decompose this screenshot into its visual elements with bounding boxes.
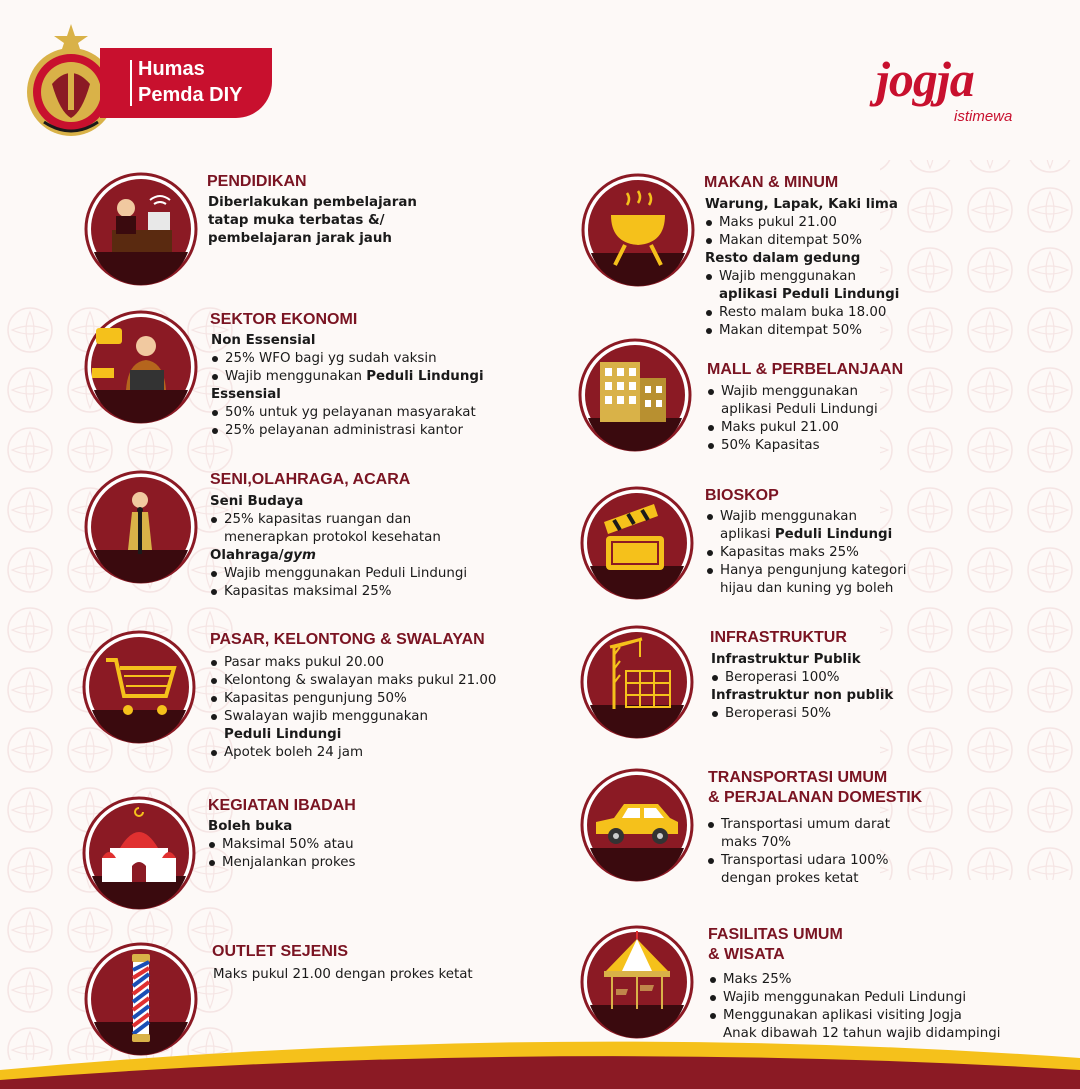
- makan-bullet-4: Resto malam buka 18.00: [705, 304, 899, 322]
- fasilitas-title: [708, 925, 843, 965]
- ekonomi-bullet-2-text: Wajib menggunakan: [225, 369, 367, 384]
- pendidikan-body: [208, 194, 417, 248]
- mall-bullet-1-cont: aplikasi Peduli Lindungi: [721, 402, 878, 417]
- infra-body: [711, 651, 893, 723]
- infra-sub-non-publik: Infrastruktur non publik: [711, 688, 894, 703]
- fasilitas-bullet-2: Wajib menggunakan Peduli Lindungi: [709, 989, 1000, 1007]
- makan-title: MAKAN & MINUM: [704, 174, 839, 191]
- makan-sub-resto: Resto dalam gedung: [705, 251, 861, 266]
- ibadah-title: KEGIATAN IBADAH: [208, 797, 356, 814]
- ekonomi-sub-essensial: Essensial: [211, 387, 281, 402]
- transport-title: [708, 768, 922, 808]
- seni-title: SENI,OLAHRAGA, ACARA: [210, 471, 411, 488]
- bioskop-bullet-3: Hanya pengunjung kategori: [706, 562, 906, 580]
- fasilitas-title-line-1: FASILITAS UMUM: [708, 926, 843, 943]
- pasar-title: PASAR, KELONTONG & SWALAYAN: [210, 631, 485, 648]
- bottom-wave-decoration: [0, 1030, 1080, 1089]
- pasar-bullet-1: Pasar maks pukul 20.00: [210, 654, 496, 672]
- banner-line-2: Pemda DIY: [138, 84, 243, 106]
- ibadah-bullet-1: Maksimal 50% atau: [208, 836, 355, 854]
- fasilitas-bullet-3: Menggunakan aplikasi visiting Jogja: [709, 1007, 1000, 1025]
- jogja-tagline: istimewa: [954, 108, 1013, 125]
- transport-bullet-2-cont: dengan prokes ketat: [721, 871, 859, 886]
- pendidikan-line-1: Diberlakukan pembelajaran: [208, 195, 417, 210]
- banner-title: [138, 56, 242, 108]
- mall-body: [707, 383, 878, 455]
- seni-sub-budaya: Seni Budaya: [210, 494, 304, 509]
- infra-title: INFRASTRUKTUR: [710, 629, 847, 646]
- outlet-line: Maks pukul 21.00 dengan prokes ketat: [213, 967, 473, 982]
- seni-bullet-2: Wajib menggunakan Peduli Lindungi: [210, 565, 467, 583]
- seni-sub-olahraga: [210, 547, 467, 565]
- building-icon: [578, 338, 692, 452]
- bioskop-body: [706, 508, 906, 598]
- ekonomi-bullet-4: 25% pelayanan administrasi kantor: [211, 422, 484, 440]
- makan-bullet-2: Makan ditempat 50%: [705, 232, 899, 250]
- ekonomi-bullet-2: [211, 368, 484, 386]
- fasilitas-title-line-2: & WISATA: [708, 946, 785, 963]
- mall-bullet-2: Maks pukul 21.00: [707, 419, 878, 437]
- mosque-icon: [82, 796, 196, 910]
- construction-crane-icon: [580, 625, 694, 739]
- ibadah-bullet-2: Menjalankan prokes: [208, 854, 355, 872]
- ekonomi-sub-non-essensial: Non Essensial: [211, 333, 316, 348]
- makan-bullet-1: Maks pukul 21.00: [705, 214, 899, 232]
- bioskop-bullet-2: Kapasitas maks 25%: [706, 544, 906, 562]
- ekonomi-bullet-1: 25% WFO bagi yg sudah vaksin: [211, 350, 484, 368]
- bioskop-bullet-1-cont: [706, 526, 906, 544]
- mall-title: MALL & PERBELANJAAN: [707, 361, 904, 378]
- humas-banner: [100, 48, 272, 118]
- mall-bullet-1: Wajib menggunakan: [707, 383, 878, 401]
- seni-bullet-1: 25% kapasitas ruangan dan: [210, 511, 467, 529]
- seni-bullet-1-cont: menerapkan protokol kesehatan: [224, 530, 441, 545]
- fasilitas-bullet-1: Maks 25%: [709, 971, 1000, 989]
- car-icon: [580, 768, 694, 882]
- office-worker-icon: [84, 310, 198, 424]
- makan-bullet-3: Wajib menggunakan: [705, 268, 899, 286]
- transport-title-line-1: TRANSPORTASI UMUM: [708, 769, 888, 786]
- infra-bullet-2: Beroperasi 50%: [711, 705, 893, 723]
- bioskop-peduli-lindungi: Peduli Lindungi: [774, 527, 893, 542]
- grill-icon: [581, 173, 695, 287]
- education-icon: [84, 172, 198, 286]
- banner-divider: [130, 60, 132, 106]
- bioskop-title: BIOSKOP: [705, 487, 779, 504]
- outlet-title: OUTLET SEJENIS: [212, 943, 349, 960]
- seni-body: [210, 493, 467, 601]
- ibadah-body: [208, 818, 355, 872]
- makan-bullet-3-cont: aplikasi Peduli Lindungi: [719, 287, 900, 302]
- banner-line-1: Humas: [138, 58, 205, 80]
- makan-bullet-5: Makan ditempat 50%: [705, 322, 899, 340]
- infra-bullet-1: Beroperasi 100%: [711, 669, 893, 687]
- pasar-bullet-4: Swalayan wajib menggunakan: [210, 708, 496, 726]
- outlet-body: [213, 966, 473, 984]
- pasar-bullet-2: Kelontong & swalayan maks pukul 21.00: [210, 672, 496, 690]
- pasar-body: [210, 654, 496, 762]
- cinema-clapper-icon: [580, 486, 694, 600]
- pasar-bullet-3: Kapasitas pengunjung 50%: [210, 690, 496, 708]
- transport-bullet-2: Transportasi udara 100%: [707, 852, 890, 870]
- fasilitas-bullet-3-cont: Anak dibawah 12 tahun wajib didampingi: [723, 1026, 1001, 1041]
- shopping-cart-icon: [82, 630, 196, 744]
- transport-body: [707, 816, 890, 888]
- mall-bullet-3: 50% Kapasitas: [707, 437, 878, 455]
- peduli-lindungi-label: Peduli Lindungi: [366, 369, 484, 384]
- jogja-wordmark: jogja: [876, 51, 974, 107]
- makan-sub-warung: Warung, Lapak, Kaki lima: [705, 197, 898, 212]
- bioskop-bullet-1: Wajib menggunakan: [706, 508, 906, 526]
- seni-sub-olahraga-text: Olahraga/: [210, 548, 284, 563]
- ekonomi-body: [211, 332, 484, 440]
- ibadah-sub: Boleh buka: [208, 819, 293, 834]
- bioskop-bullet-3-cont: hijau dan kuning yg boleh: [720, 581, 894, 596]
- seni-bullet-3: Kapasitas maksimal 25%: [210, 583, 467, 601]
- pasar-bullet-5: Apotek boleh 24 jam: [210, 744, 496, 762]
- transport-title-line-2: & PERJALANAN DOMESTIK: [708, 789, 923, 806]
- ekonomi-bullet-3: 50% untuk yg pelayanan masyarakat: [211, 404, 484, 422]
- jogja-istimewa-logo: [876, 50, 1056, 130]
- transport-bullet-1-cont: maks 70%: [721, 835, 792, 850]
- pasar-bullet-4-cont: Peduli Lindungi: [224, 727, 342, 742]
- makan-body: [705, 196, 899, 340]
- carousel-icon: [580, 925, 694, 1039]
- pendidikan-line-3: pembelajaran jarak jauh: [208, 231, 392, 246]
- bioskop-bullet-1-cont-text: aplikasi: [720, 527, 775, 542]
- performer-icon: [84, 470, 198, 584]
- seni-sub-gym: gym: [283, 548, 316, 563]
- ekonomi-title: SEKTOR EKONOMI: [210, 311, 358, 328]
- pendidikan-line-2: tatap muka terbatas &/: [208, 213, 385, 228]
- infra-sub-publik: Infrastruktur Publik: [711, 652, 861, 667]
- pendidikan-title: PENDIDIKAN: [207, 173, 307, 190]
- transport-bullet-1: Transportasi umum darat: [707, 816, 890, 834]
